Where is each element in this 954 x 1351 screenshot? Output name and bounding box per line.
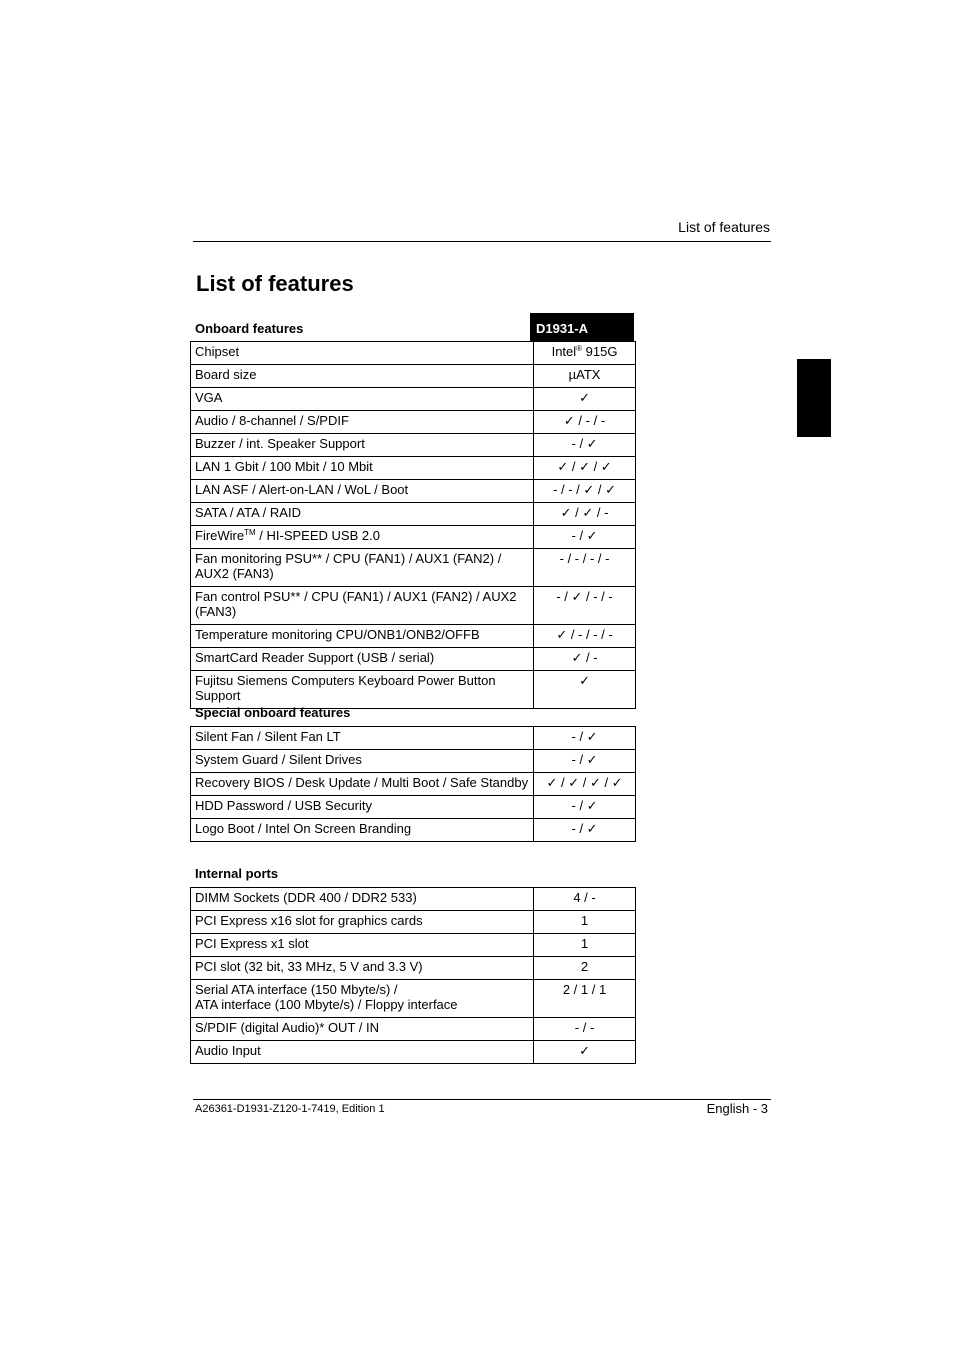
feature-value: ✓: [534, 1041, 636, 1064]
feature-value: 1: [534, 911, 636, 934]
feature-label: HDD Password / USB Security: [191, 796, 534, 819]
model-header: D1931-A: [530, 313, 634, 341]
table-row: [191, 1018, 636, 1041]
feature-value: 1: [534, 934, 636, 957]
feature-value: - / ✓: [534, 727, 636, 750]
feature-label: Audio Input: [191, 1041, 534, 1064]
feature-label: Serial ATA interface (150 Mbyte/s) / ATA interface (100 Mbyte/s) / Floppy interface: [191, 980, 534, 1018]
table-row: [191, 411, 636, 434]
document-id: A26361-D1931-Z120-1-7419, Edition 1: [195, 1103, 385, 1115]
feature-label: Fan monitoring PSU** / CPU (FAN1) / AUX1 (FAN2) / AUX2 (FAN3): [191, 549, 534, 587]
header-rule: [193, 241, 771, 242]
feature-label: Audio / 8-channel / S/PDIF: [191, 411, 534, 434]
feature-value: Intel® 915G: [534, 342, 636, 365]
feature-label: PCI Express x16 slot for graphics cards: [191, 911, 534, 934]
feature-label: SATA / ATA / RAID: [191, 503, 534, 526]
feature-label: Chipset: [191, 342, 534, 365]
table-row: [191, 526, 636, 549]
feature-label: VGA: [191, 388, 534, 411]
feature-label: Fujitsu Siemens Computers Keyboard Power Button Support: [191, 671, 534, 709]
feature-label: Fan control PSU** / CPU (FAN1) / AUX1 (FAN2) / AUX2 (FAN3): [191, 587, 534, 625]
feature-label: LAN 1 Gbit / 100 Mbit / 10 Mbit: [191, 457, 534, 480]
feature-label: Board size: [191, 365, 534, 388]
running-header: List of features: [678, 219, 770, 235]
feature-value: 4 / -: [534, 888, 636, 911]
feature-label: Buzzer / int. Speaker Support: [191, 434, 534, 457]
feature-value: 2 / 1 / 1: [534, 980, 636, 1018]
table-row: [191, 342, 636, 365]
section-heading-special: Special onboard features: [195, 705, 351, 720]
feature-label: Temperature monitoring CPU/ONB1/ONB2/OFFB: [191, 625, 534, 648]
table-row: [191, 957, 636, 980]
table-row: [191, 934, 636, 957]
feature-value: - / ✓: [534, 819, 636, 842]
table-row: [191, 434, 636, 457]
feature-value: ✓: [534, 671, 636, 709]
feature-value: - / ✓ / - / -: [534, 587, 636, 625]
table-row: [191, 587, 636, 625]
feature-label: SmartCard Reader Support (USB / serial): [191, 648, 534, 671]
footer-rule: [193, 1099, 771, 1100]
feature-value: µATX: [534, 365, 636, 388]
feature-value: ✓ / - / -: [534, 411, 636, 434]
feature-label: LAN ASF / Alert-on-LAN / WoL / Boot: [191, 480, 534, 503]
feature-value: - / -: [534, 1018, 636, 1041]
table-row: [191, 911, 636, 934]
feature-label: Recovery BIOS / Desk Update / Multi Boot / Safe Standby: [191, 773, 534, 796]
table-row: [191, 480, 636, 503]
feature-value: ✓ / - / - / -: [534, 625, 636, 648]
table-row: [191, 671, 636, 709]
feature-value: - / ✓: [534, 434, 636, 457]
feature-value: - / ✓: [534, 750, 636, 773]
table-row: [191, 773, 636, 796]
feature-label: FireWire™ / HI-SPEED USB 2.0: [191, 526, 534, 549]
table-row: [191, 388, 636, 411]
feature-label: DIMM Sockets (DDR 400 / DDR2 533): [191, 888, 534, 911]
feature-label: S/PDIF (digital Audio)* OUT / IN: [191, 1018, 534, 1041]
table-row: [191, 796, 636, 819]
table-row: [191, 819, 636, 842]
feature-value: - / - / - / -: [534, 549, 636, 587]
table-row: [191, 727, 636, 750]
table-row: [191, 549, 636, 587]
feature-value: 2: [534, 957, 636, 980]
feature-value: ✓ / -: [534, 648, 636, 671]
feature-label: Logo Boot / Intel On Screen Branding: [191, 819, 534, 842]
page-title: List of features: [196, 271, 354, 296]
section-heading-ports: Internal ports: [195, 866, 279, 881]
table-row: [191, 750, 636, 773]
feature-value: ✓ / ✓ / -: [534, 503, 636, 526]
table-row: [191, 648, 636, 671]
feature-label: System Guard / Silent Drives: [191, 750, 534, 773]
table-row: [191, 503, 636, 526]
feature-value: ✓ / ✓ / ✓ / ✓: [534, 773, 636, 796]
page-number: English - 3: [706, 1101, 768, 1116]
feature-value: ✓: [534, 388, 636, 411]
feature-label: Silent Fan / Silent Fan LT: [191, 727, 534, 750]
table-row: [191, 365, 636, 388]
feature-value: - / ✓: [534, 526, 636, 549]
feature-value: - / ✓: [534, 796, 636, 819]
section-heading-onboard: Onboard features: [195, 321, 304, 336]
table-row: [191, 888, 636, 911]
special-features-table: [190, 726, 636, 842]
table-row: [191, 457, 636, 480]
feature-label: PCI slot (32 bit, 33 MHz, 5 V and 3.3 V): [191, 957, 534, 980]
internal-ports-table: [190, 887, 636, 1064]
onboard-features-table: [190, 341, 636, 709]
table-row: [191, 1041, 636, 1064]
feature-label: PCI Express x1 slot: [191, 934, 534, 957]
table-row: [191, 625, 636, 648]
chapter-tab-marker: [797, 359, 831, 437]
feature-value: - / - / ✓ / ✓: [534, 480, 636, 503]
feature-value: ✓ / ✓ / ✓: [534, 457, 636, 480]
table-row: [191, 980, 636, 1018]
